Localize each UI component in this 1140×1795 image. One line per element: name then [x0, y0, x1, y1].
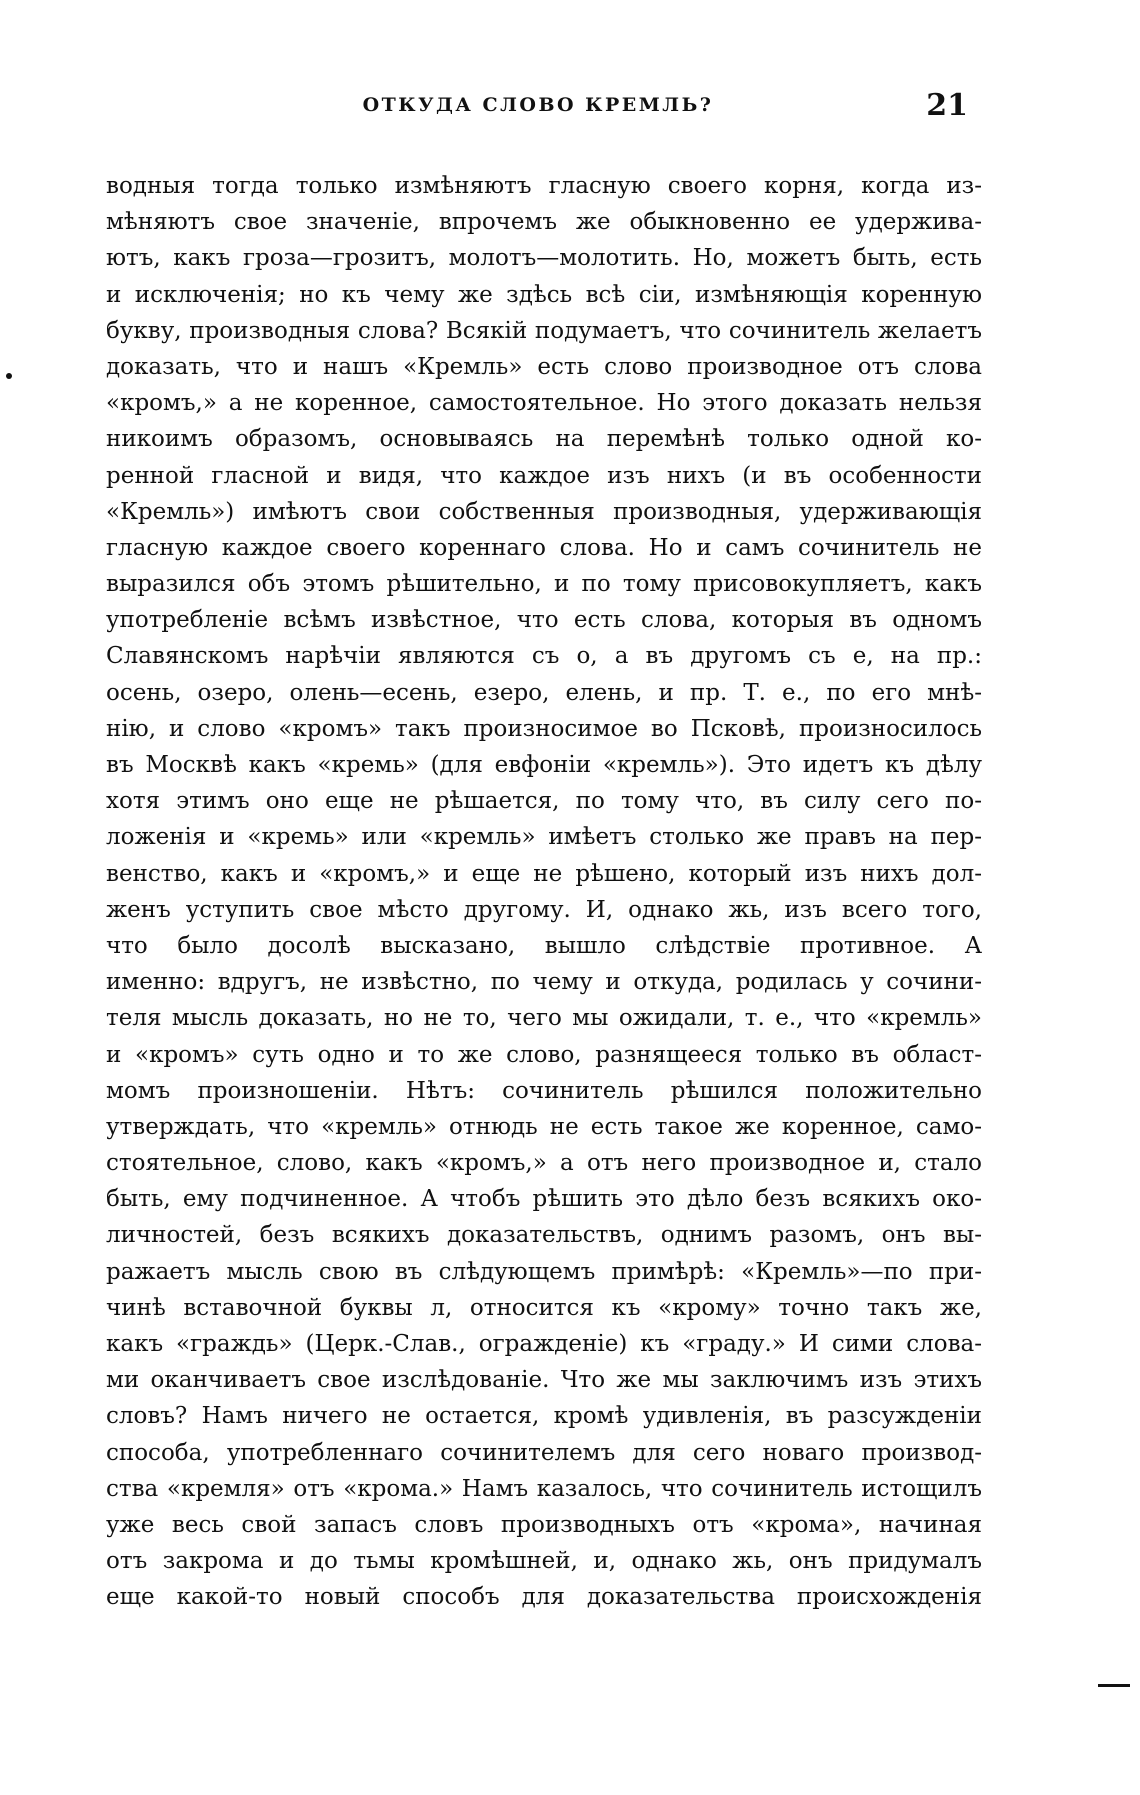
text-line: способа, употребленнаго сочинителемъ для сего новаго производ- — [106, 1439, 982, 1466]
text-line: еще какой-то новый способъ для доказательства происхожденія — [106, 1584, 982, 1611]
text-line: водныя тогда только измѣняютъ гласную своего корня, когда из- — [106, 173, 982, 199]
text-line: ложенія и «кремь» или «кремль» имѣетъ столько же правъ на пер- — [106, 824, 982, 851]
text-line: ренной гласной и видя, что каждое изъ нихъ (и въ особенности — [106, 462, 982, 489]
margin-mark — [6, 373, 12, 379]
text-line: въ Москвѣ какъ «кремь» (для евфоніи «кремль»). Это идетъ къ дѣлу — [106, 752, 982, 778]
text-line: употребленіе всѣмъ извѣстное, что есть слова, которыя въ одномъ — [106, 607, 982, 634]
text-line: «кромъ,» а не коренное, самостоятельное. Но этого доказать нельзя — [106, 390, 982, 417]
text-line: ражаетъ мысль свою въ слѣдующемъ примѣрѣ: «Кремль»—по при- — [106, 1258, 982, 1285]
text-line: ства «кремля» отъ «крома.» Намъ казалось, что сочинитель истощилъ — [106, 1475, 982, 1502]
page-number: 21 — [926, 88, 968, 123]
text-line: словъ? Намъ ничего не остается, кромѣ удивленія, въ разсужденіи — [106, 1403, 982, 1430]
text-line: и исключенія; но къ чему же здѣсь всѣ сіи, измѣняющія коренную — [106, 281, 982, 308]
page-header — [108, 88, 968, 128]
text-line: ютъ, какъ гроза—грозитъ, молотъ—молотить. Но, можетъ быть, есть — [106, 245, 982, 272]
text-line: ми оканчиваетъ свое изслѣдованіе. Что же мы заключимъ изъ этихъ — [106, 1367, 982, 1394]
text-line: женъ уступить свое мѣсто другому. И, однако жь, изъ всего того, — [106, 896, 982, 923]
running-title: ОТКУДА СЛОВО КРЕМЛЬ? — [362, 94, 714, 116]
text-line: утверждать, что «кремль» отнюдь не есть такое же коренное, само- — [106, 1113, 982, 1140]
text-line: нію, и слово «кромъ» такъ произносимое во Псковѣ, произносилось — [106, 715, 982, 742]
text-line: личностей, безъ всякихъ доказательствъ, однимъ разомъ, онъ вы- — [106, 1222, 982, 1249]
text-line: доказать, что и нашъ «Кремль» есть слово производное отъ слова — [106, 353, 982, 380]
text-line: отъ закрома и до тьмы кромѣшней, и, однако жь, онъ придумалъ — [106, 1548, 982, 1575]
text-line: какъ «граждь» (Церк.-Слав., огражденіе) къ «граду.» И сими слова- — [106, 1331, 982, 1357]
text-line: и «кромъ» суть одно и то же слово, разнящееся только въ област- — [106, 1041, 982, 1068]
text-line: что было досолѣ высказано, вышло слѣдствіе противное. А — [106, 932, 982, 959]
text-line: именно: вдругъ, не извѣстно, по чему и откуда, родилась у сочини- — [106, 969, 982, 996]
text-line: гласную каждое своего кореннаго слова. Но и самъ сочинитель не — [106, 534, 982, 561]
text-line: уже весь свой запасъ словъ производныхъ отъ «крома», начиная — [106, 1511, 982, 1538]
text-line: «Кремль») имѣютъ свои собственныя производныя, удерживающія — [106, 498, 982, 525]
text-line: момъ произношеніи. Нѣтъ: сочинитель рѣшился положительно — [106, 1077, 982, 1104]
text-line: стоятельное, слово, какъ «кромъ,» а отъ него производное и, стало — [106, 1150, 982, 1177]
text-line: венство, какъ и «кромъ,» и еще не рѣшено, который изъ нихъ дол- — [106, 860, 982, 887]
text-line: теля мысль доказать, но не то, чего мы ожидали, т. е., что «кремль» — [106, 1005, 982, 1032]
text-line: чинѣ вставочной буквы л, относится къ «крому» точно такъ же, — [106, 1294, 982, 1321]
body-text — [106, 168, 982, 1616]
text-line: быть, ему подчиненное. А чтобъ рѣшить это дѣло безъ всякихъ око- — [106, 1186, 982, 1213]
margin-rule — [1098, 1684, 1130, 1687]
text-line: хотя этимъ оно еще не рѣшается, по тому что, въ силу сего по- — [106, 788, 982, 815]
text-line: букву, производныя слова? Всякій подумаетъ, что сочинитель желаетъ — [106, 317, 982, 344]
text-line: мѣняютъ свое значеніе, впрочемъ же обыкновенно ее удержива- — [106, 209, 982, 236]
text-line: никоимъ образомъ, основываясь на перемѣнѣ только одной ко- — [106, 426, 982, 453]
text-line: осень, озеро, олень—есень, езеро, елень, и пр. Т. е., по его мнѣ- — [106, 679, 982, 706]
text-line: выразился объ этомъ рѣшительно, и по тому присовокупляетъ, какъ — [106, 571, 982, 598]
text-line: Славянскомъ нарѣчіи являются съ о, а въ другомъ съ е, на пр.: — [106, 643, 982, 670]
